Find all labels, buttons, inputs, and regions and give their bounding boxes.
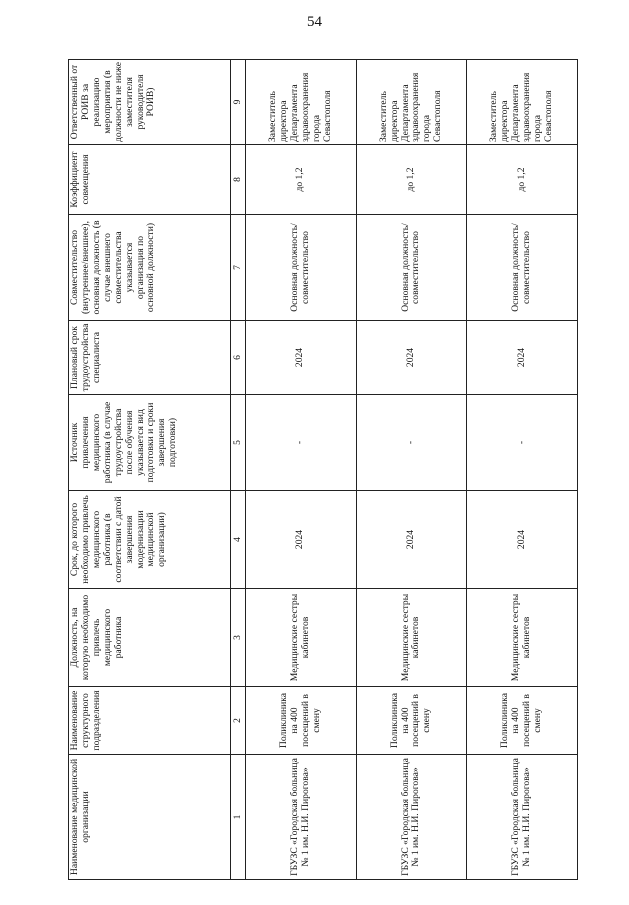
coefficient-cell: до 1,2 xyxy=(467,145,578,215)
column-number: 9 xyxy=(231,60,246,145)
header-cell: Совместительство (внутреннее/внешнее), основная должность (в случае внешнего совместительства указывается организация по основной должности) xyxy=(69,215,231,321)
deadline-cell: 2024 xyxy=(356,491,467,589)
responsible-cell: Заместитель директора Департамента здравоохранения города Севастополя xyxy=(356,60,467,145)
column-number: 1 xyxy=(231,755,246,880)
column-number: 3 xyxy=(231,589,246,687)
hiring-year-cell: 2024 xyxy=(356,321,467,395)
table-row xyxy=(246,60,357,880)
department-cell: Поликлиника на 400 посещений в смену xyxy=(356,687,467,755)
column-number: 2 xyxy=(231,687,246,755)
deadline-cell: 2024 xyxy=(246,491,357,589)
column-number: 5 xyxy=(231,395,246,491)
combination-cell: Основная должность/ совместительство xyxy=(246,215,357,321)
position-cell: Медицинские сестры кабинетов xyxy=(246,589,357,687)
deadline-cell: 2024 xyxy=(467,491,578,589)
column-number: 7 xyxy=(231,215,246,321)
combination-cell: Основная должность/ совместительство xyxy=(356,215,467,321)
source-cell: - xyxy=(356,395,467,491)
organization-cell: ГБУЗС «Городская больница № 1 им. Н.И. Пирогова» xyxy=(246,755,357,880)
organization-cell: ГБУЗС «Городская больница № 1 им. Н.И. Пирогова» xyxy=(467,755,578,880)
page-number: 54 xyxy=(307,14,322,30)
column-number: 4 xyxy=(231,491,246,589)
department-cell: Поликлиника на 400 посещений в смену xyxy=(246,687,357,755)
responsible-cell: Заместитель директора Департамента здравоохранения города Севастополя xyxy=(246,60,357,145)
rotated-table-container xyxy=(68,60,578,880)
header-cell: Плановый срок трудоустройства специалиста xyxy=(69,321,231,395)
column-number: 6 xyxy=(231,321,246,395)
hiring-year-cell: 2024 xyxy=(246,321,357,395)
header-cell: Наименование структурного подразделения xyxy=(69,687,231,755)
combination-cell: Основная должность/ совместительство xyxy=(467,215,578,321)
source-cell: - xyxy=(467,395,578,491)
header-row xyxy=(69,60,231,880)
coefficient-cell: до 1,2 xyxy=(246,145,357,215)
header-cell: Наименование медицинской организации xyxy=(69,755,231,880)
department-cell: Поликлиника на 400 посещений в смену xyxy=(467,687,578,755)
table-row xyxy=(356,60,467,880)
hiring-year-cell: 2024 xyxy=(467,321,578,395)
position-cell: Медицинские сестры кабинетов xyxy=(467,589,578,687)
header-cell: Источник привлечения медицинского работника (в случае трудоустройства после обучения указывается вид подготовки и сроки завершения подготовки) xyxy=(69,395,231,491)
column-number: 8 xyxy=(231,145,246,215)
header-cell: Ответственный от РОИВ за реализацию мероприятия (в должности не ниже заместителя руководителя РОИВ) xyxy=(69,60,231,145)
header-cell: Срок, до которого необходимо привлечь медицинского работника (в соответствии с датой завершения модернизации медицинской организации) xyxy=(69,491,231,589)
organization-cell: ГБУЗС «Городская больница № 1 им. Н.И. Пирогова» xyxy=(356,755,467,880)
table-row xyxy=(467,60,578,880)
header-cell: Коэффициент совмещения xyxy=(69,145,231,215)
position-cell: Медицинские сестры кабинетов xyxy=(356,589,467,687)
modernization-staffing-table xyxy=(68,59,578,880)
header-cell: Должность, на которую необходимо привлечь медицинского работника xyxy=(69,589,231,687)
coefficient-cell: до 1,2 xyxy=(356,145,467,215)
source-cell: - xyxy=(246,395,357,491)
responsible-cell: Заместитель директора Департамента здравоохранения города Севастополя xyxy=(467,60,578,145)
column-number-row xyxy=(231,60,246,880)
